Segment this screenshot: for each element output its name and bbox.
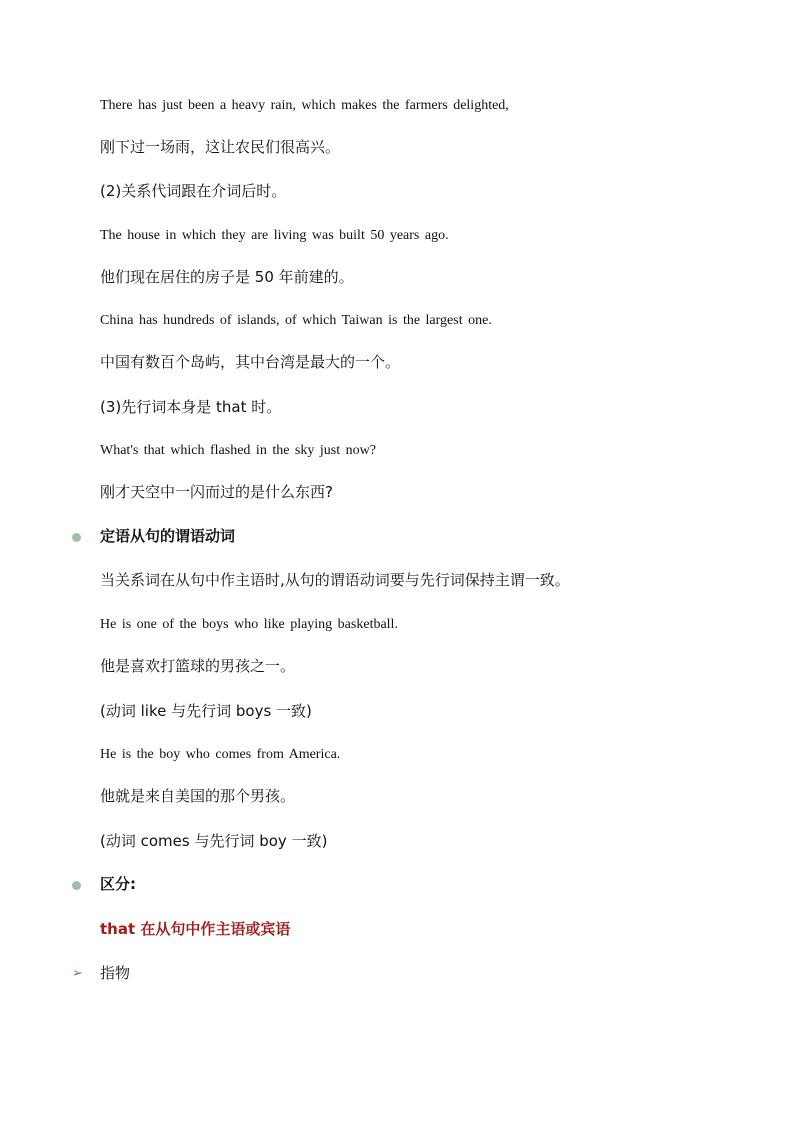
translation-house: 他们现在居住的房子是 50 年前建的。 bbox=[100, 268, 354, 286]
rule-preposition: (2)关系代词跟在介词后时。 bbox=[100, 182, 287, 200]
note-comes-boy: (动词 comes 与先行词 boy 一致) bbox=[100, 832, 328, 850]
section-heading-distinguish: 区分: bbox=[100, 875, 136, 893]
note-like-boys: (动词 like 与先行词 boys 一致) bbox=[100, 702, 312, 720]
translation-sky: 刚才天空中一闪而过的是什么东西? bbox=[100, 483, 333, 501]
translation-rain: 刚下过一场雨，这让农民们很高兴。 bbox=[100, 138, 341, 156]
arrow-bullet-icon: ➢ bbox=[72, 966, 83, 981]
example-sentence-rain: There has just been a heavy rain, which makes the farmers delighted, bbox=[100, 98, 509, 113]
example-sentence-house: The house in which they are living was built 50 years ago. bbox=[100, 228, 449, 243]
example-sentence-america: He is the boy who comes from America. bbox=[100, 747, 341, 762]
rule-that-antecedent: (3)先行词本身是 that 时。 bbox=[100, 398, 282, 416]
rule-agreement: 当关系词在从句中作主语时,从句的谓语动词要与先行词保持主谓一致。 bbox=[100, 571, 570, 589]
section-heading-verb: 定语从句的谓语动词 bbox=[100, 527, 236, 545]
example-sentence-china: China has hundreds of islands, of which Taiwan is the largest one. bbox=[100, 313, 492, 328]
example-sentence-basketball: He is one of the boys who like playing basketball. bbox=[100, 617, 398, 632]
example-sentence-sky: What's that which flashed in the sky just now? bbox=[100, 443, 376, 458]
circle-bullet-icon bbox=[72, 533, 81, 542]
translation-america: 他就是来自美国的那个男孩。 bbox=[100, 787, 296, 805]
circle-bullet-icon bbox=[72, 881, 81, 890]
translation-china: 中国有数百个岛屿，其中台湾是最大的一个。 bbox=[100, 353, 401, 371]
translation-basketball: 他是喜欢打篮球的男孩之一。 bbox=[100, 657, 296, 675]
item-refers-to-things: 指物 bbox=[100, 964, 131, 982]
subheading-that-role: that 在从句中作主语或宾语 bbox=[100, 920, 291, 938]
